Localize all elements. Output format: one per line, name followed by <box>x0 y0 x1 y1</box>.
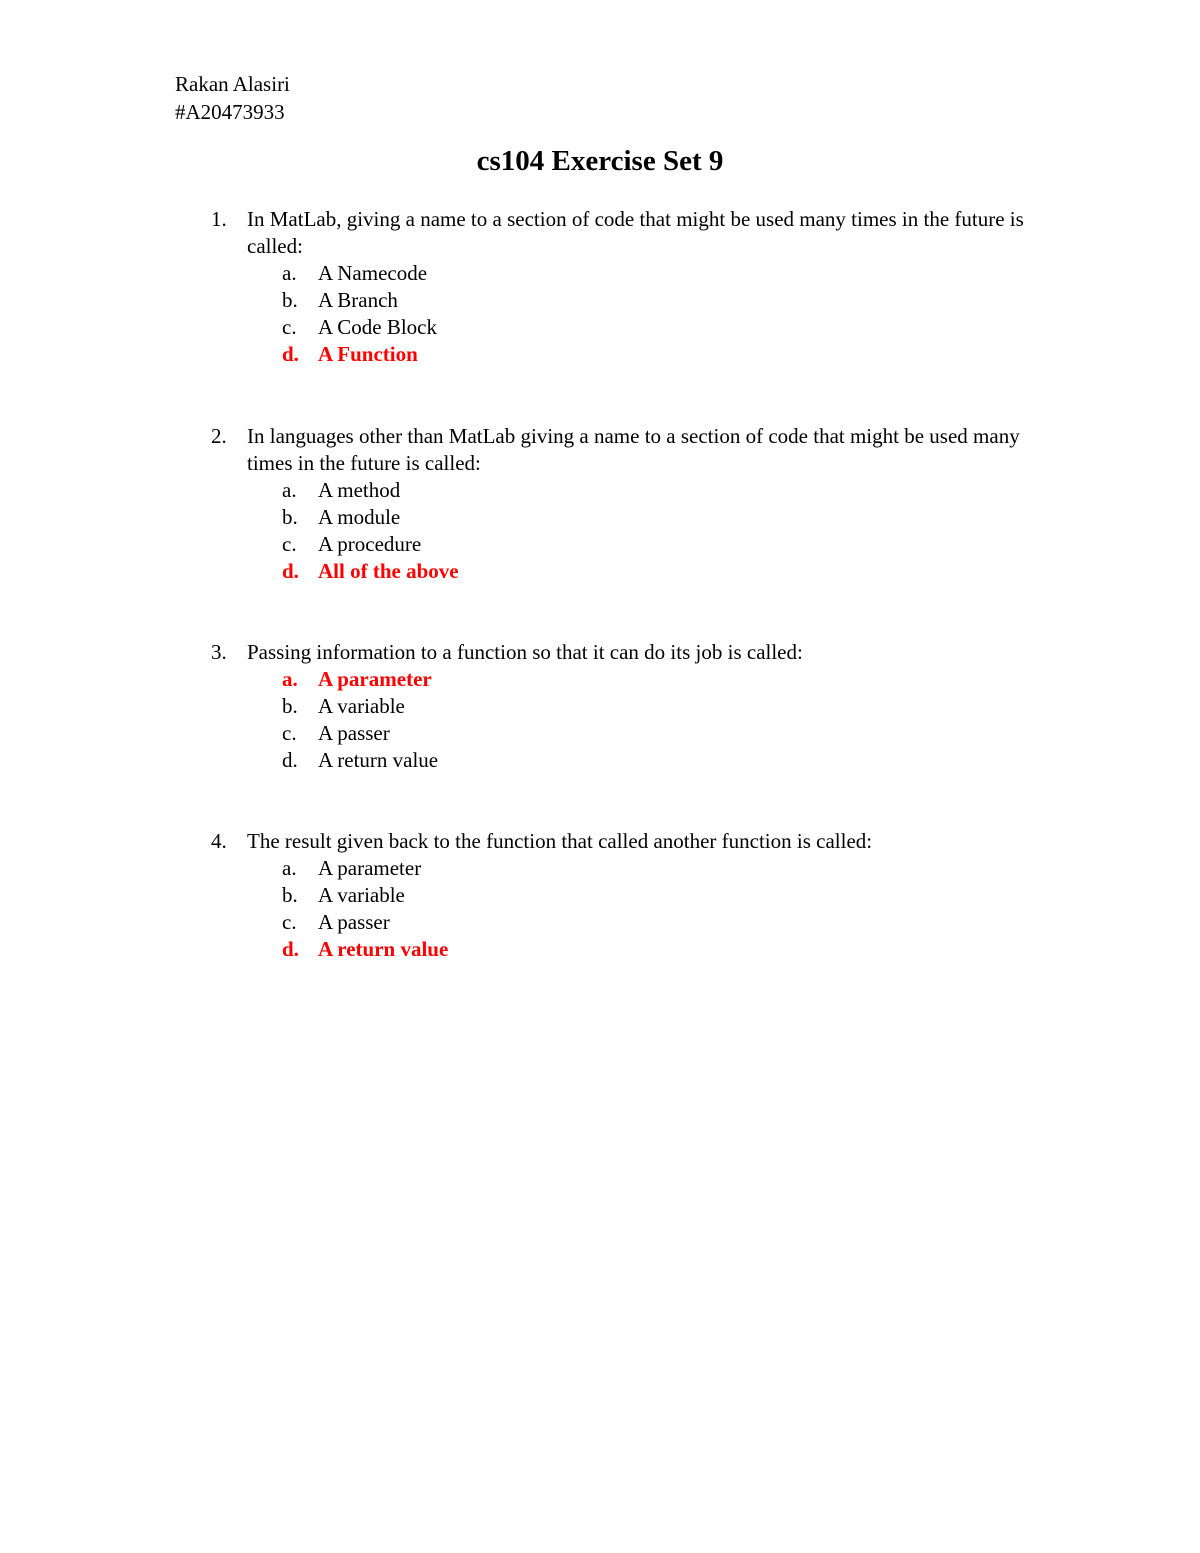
question-2 <box>211 423 1031 585</box>
question-1 <box>211 206 1031 368</box>
option-text: All of the above <box>318 559 459 583</box>
option-letter: b. <box>282 505 298 529</box>
option-d <box>282 558 1031 585</box>
option-b <box>282 504 1031 531</box>
option-letter: a. <box>282 856 297 880</box>
option-text: A parameter <box>318 856 422 880</box>
option-letter: d. <box>282 342 299 366</box>
option-text: A passer <box>318 910 390 934</box>
option-text: A variable <box>318 694 405 718</box>
option-text: A Function <box>318 342 418 366</box>
option-text: A Code Block <box>318 315 437 339</box>
question-text: Passing information to a function so that it can do its job is called: <box>247 640 803 664</box>
option-c <box>282 909 1031 936</box>
option-list <box>282 855 1031 963</box>
option-c <box>282 531 1031 558</box>
option-letter: c. <box>282 721 297 745</box>
option-d <box>282 936 1031 963</box>
option-letter: c. <box>282 532 297 556</box>
question-number: 2. <box>211 424 227 448</box>
question-number: 1. <box>211 207 227 231</box>
option-text: A passer <box>318 721 390 745</box>
question-3 <box>211 639 1031 774</box>
option-list <box>282 666 1031 774</box>
option-letter: c. <box>282 910 297 934</box>
option-a <box>282 666 1031 693</box>
option-letter: a. <box>282 478 297 502</box>
option-letter: a. <box>282 667 298 691</box>
option-letter: b. <box>282 883 298 907</box>
option-a <box>282 477 1031 504</box>
option-list <box>282 477 1031 585</box>
option-text: A module <box>318 505 401 529</box>
option-b <box>282 287 1031 314</box>
option-text: A procedure <box>318 532 422 556</box>
option-letter: c. <box>282 315 297 339</box>
option-b <box>282 693 1031 720</box>
question-text: In MatLab, giving a name to a section of code that might be used many times in the future is called: <box>247 207 1024 258</box>
option-d <box>282 341 1031 368</box>
student-header <box>175 70 290 126</box>
option-d <box>282 747 1031 774</box>
question-text: The result given back to the function that called another function is called: <box>247 829 873 853</box>
option-letter: b. <box>282 288 298 312</box>
student-name: Rakan Alasiri <box>175 72 290 96</box>
option-list <box>282 260 1031 368</box>
option-c <box>282 314 1031 341</box>
option-a <box>282 855 1031 882</box>
page-title: cs104 Exercise Set 9 <box>476 145 724 177</box>
option-letter: b. <box>282 694 298 718</box>
question-number: 3. <box>211 640 227 664</box>
option-text: A parameter <box>318 667 432 691</box>
option-letter: d. <box>282 559 299 583</box>
option-b <box>282 882 1031 909</box>
option-text: A return value <box>318 748 439 772</box>
option-letter: d. <box>282 937 299 961</box>
option-text: A Branch <box>318 288 398 312</box>
student-id: #A20473933 <box>175 100 285 124</box>
question-text: In languages other than MatLab giving a name to a section of code that might be used many times in the future is called: <box>247 424 1020 475</box>
question-number: 4. <box>211 829 227 853</box>
option-letter: d. <box>282 748 298 772</box>
question-4 <box>211 828 1031 963</box>
option-text: A variable <box>318 883 405 907</box>
option-text: A method <box>318 478 401 502</box>
option-text: A return value <box>318 937 449 961</box>
option-text: A Namecode <box>318 261 428 285</box>
option-c <box>282 720 1031 747</box>
option-a <box>282 260 1031 287</box>
option-letter: a. <box>282 261 297 285</box>
